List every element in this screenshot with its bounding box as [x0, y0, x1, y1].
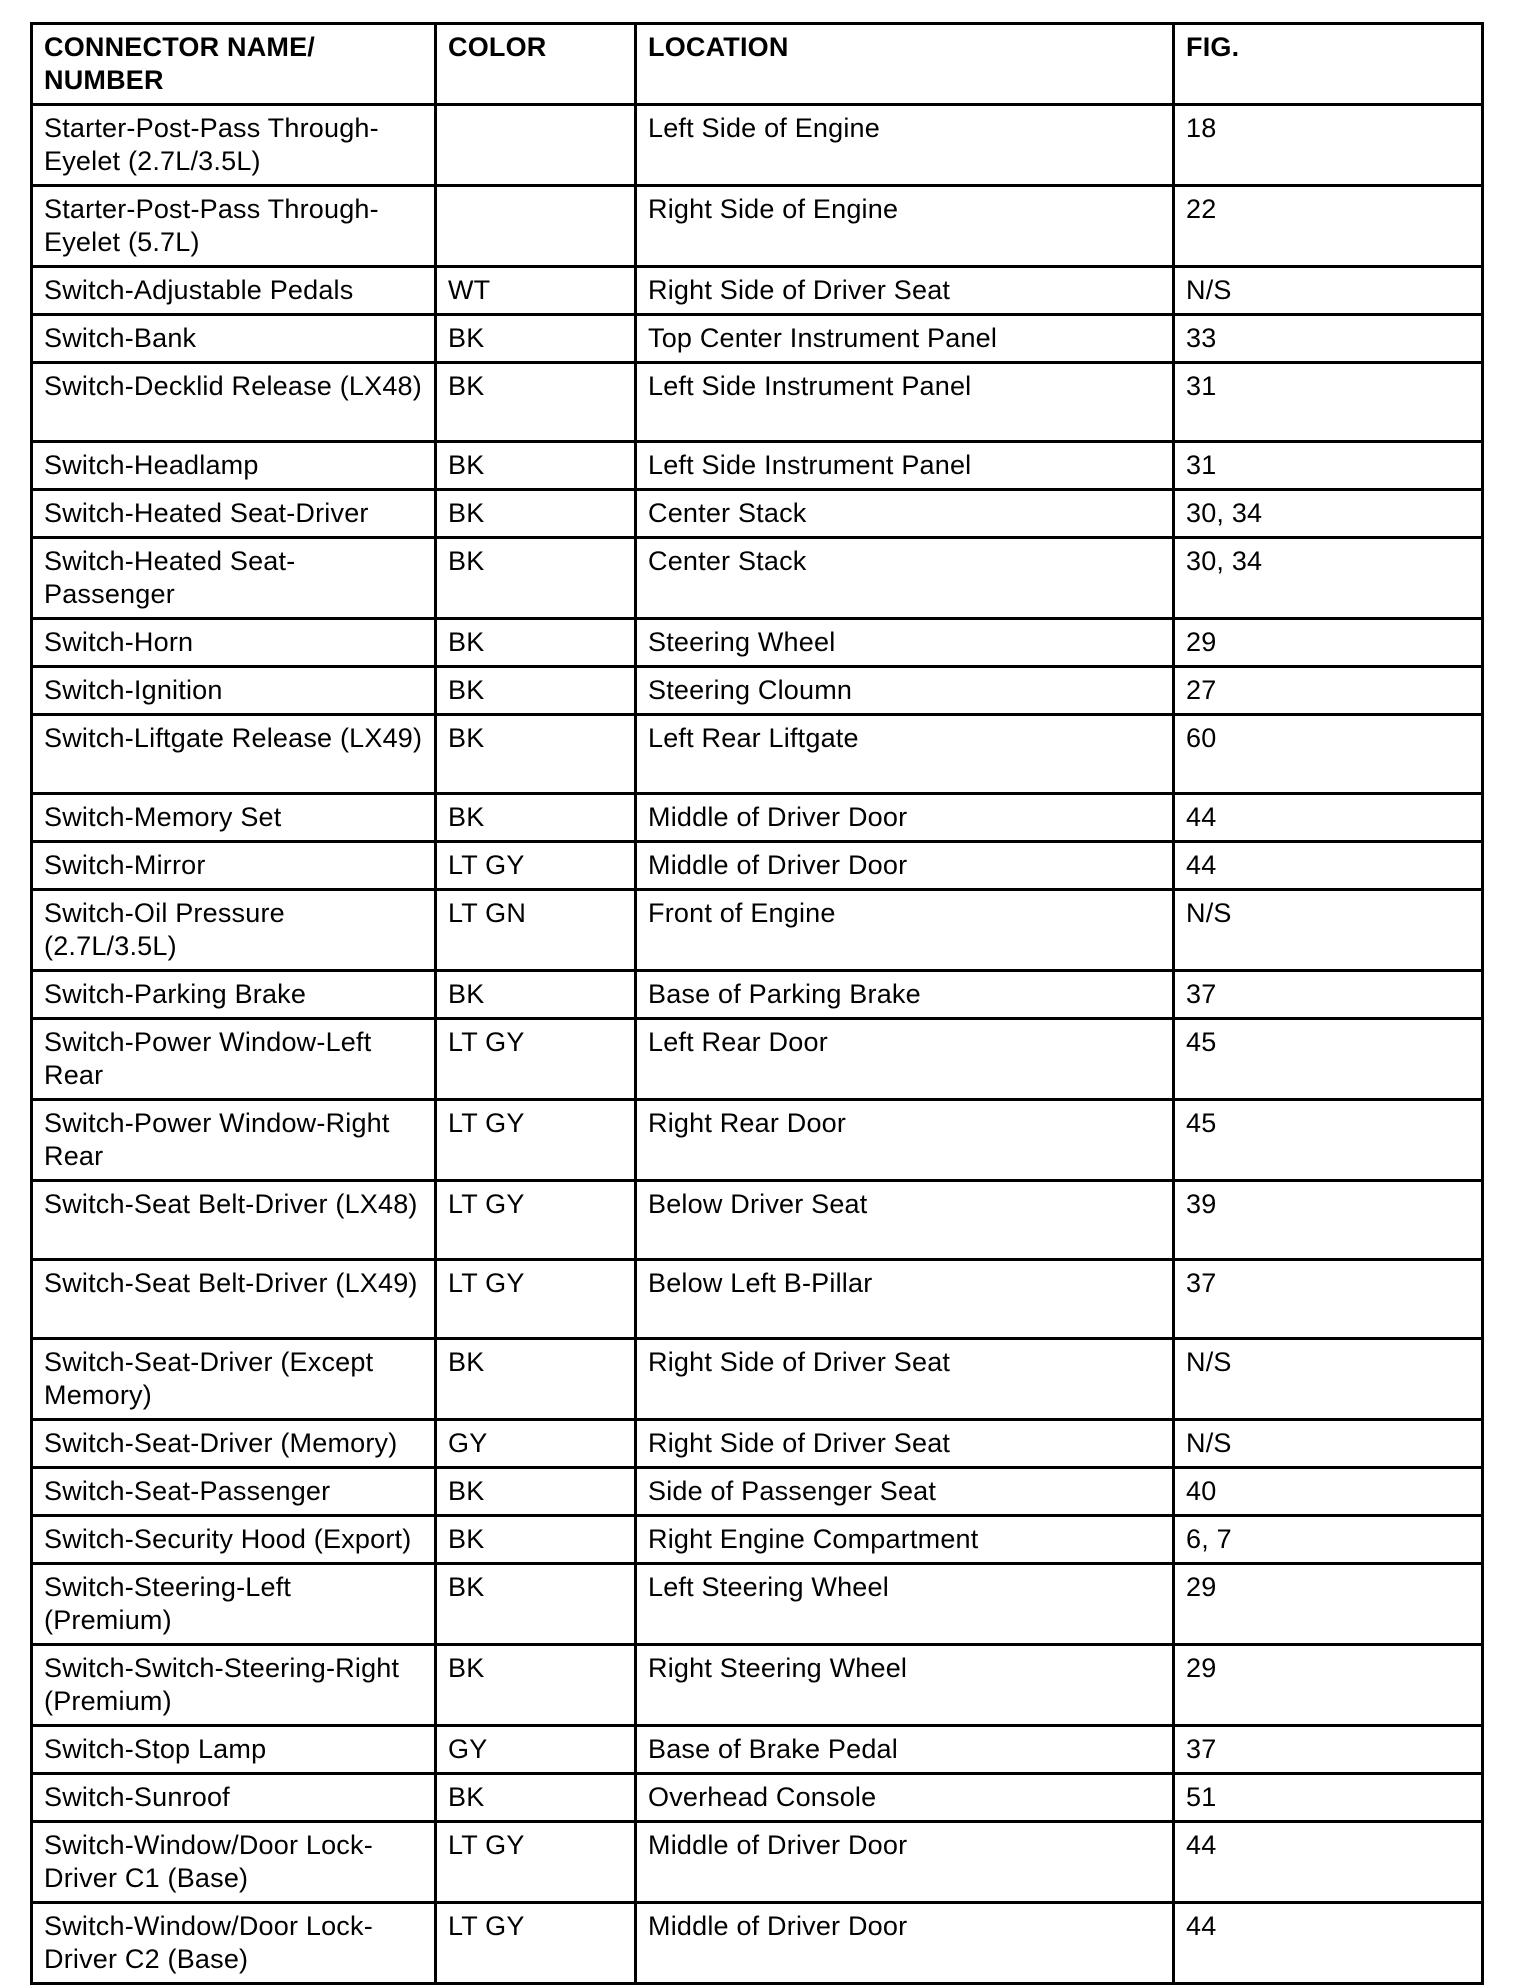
cell-location: Middle of Driver Door	[636, 794, 1174, 842]
table-body	[32, 105, 1483, 1984]
cell-location: Left Side Instrument Panel	[636, 363, 1174, 442]
cell-color	[436, 186, 636, 267]
cell-color: BK	[436, 794, 636, 842]
table-row	[32, 1181, 1483, 1260]
table-row	[32, 490, 1483, 538]
table-row	[32, 1564, 1483, 1645]
cell-color	[436, 105, 636, 186]
cell-location: Left Side Instrument Panel	[636, 442, 1174, 490]
cell-location: Center Stack	[636, 490, 1174, 538]
cell-fig: N/S	[1174, 267, 1483, 315]
cell-connector-name: Starter-Post-Pass Through-Eyelet (2.7L/3.5L)	[32, 105, 436, 186]
cell-location: Left Rear Liftgate	[636, 715, 1174, 794]
cell-color: BK	[436, 667, 636, 715]
cell-connector-name: Switch-Decklid Release (LX48)	[32, 363, 436, 442]
cell-fig: 40	[1174, 1468, 1483, 1516]
table-row	[32, 1100, 1483, 1181]
cell-location: Left Side of Engine	[636, 105, 1174, 186]
cell-color: GY	[436, 1420, 636, 1468]
cell-connector-name: Starter-Post-Pass Through-Eyelet (5.7L)	[32, 186, 436, 267]
cell-connector-name: Switch-Power Window-Right Rear	[32, 1100, 436, 1181]
table-row	[32, 794, 1483, 842]
cell-connector-name: Switch-Bank	[32, 315, 436, 363]
cell-color: BK	[436, 1339, 636, 1420]
header-connector-name-line2: NUMBER	[44, 65, 164, 95]
cell-fig: 44	[1174, 1822, 1483, 1903]
cell-location: Right Rear Door	[636, 1100, 1174, 1181]
cell-connector-name: Switch-Seat Belt-Driver (LX49)	[32, 1260, 436, 1339]
cell-fig: 37	[1174, 1260, 1483, 1339]
cell-connector-name: Switch-Ignition	[32, 667, 436, 715]
cell-fig: 33	[1174, 315, 1483, 363]
cell-fig: 29	[1174, 1645, 1483, 1726]
cell-fig: 60	[1174, 715, 1483, 794]
cell-fig: N/S	[1174, 1339, 1483, 1420]
table-row	[32, 186, 1483, 267]
cell-connector-name: Switch-Power Window-Left Rear	[32, 1019, 436, 1100]
cell-connector-name: Switch-Liftgate Release (LX49)	[32, 715, 436, 794]
cell-fig: 31	[1174, 442, 1483, 490]
cell-location: Right Engine Compartment	[636, 1516, 1174, 1564]
cell-connector-name: Switch-Seat-Driver (Memory)	[32, 1420, 436, 1468]
cell-connector-name: Switch-Headlamp	[32, 442, 436, 490]
cell-location: Top Center Instrument Panel	[636, 315, 1174, 363]
cell-connector-name: Switch-Heated Seat-Driver	[32, 490, 436, 538]
cell-connector-name: Switch-Parking Brake	[32, 971, 436, 1019]
cell-fig: N/S	[1174, 1420, 1483, 1468]
cell-fig: 30, 34	[1174, 538, 1483, 619]
cell-fig: 30, 34	[1174, 490, 1483, 538]
table-row	[32, 315, 1483, 363]
cell-color: LT GY	[436, 842, 636, 890]
cell-fig: 22	[1174, 186, 1483, 267]
cell-location: Base of Brake Pedal	[636, 1726, 1174, 1774]
cell-location: Right Side of Driver Seat	[636, 1420, 1174, 1468]
table-row	[32, 1468, 1483, 1516]
header-color: COLOR	[436, 24, 636, 105]
cell-color: LT GY	[436, 1822, 636, 1903]
table-row	[32, 1774, 1483, 1822]
table-row	[32, 715, 1483, 794]
cell-fig: 6, 7	[1174, 1516, 1483, 1564]
table-row	[32, 538, 1483, 619]
cell-color: BK	[436, 1774, 636, 1822]
table-row	[32, 842, 1483, 890]
cell-color: LT GN	[436, 890, 636, 971]
cell-color: LT GY	[436, 1181, 636, 1260]
table-row	[32, 890, 1483, 971]
table-row	[32, 1420, 1483, 1468]
table-row	[32, 1726, 1483, 1774]
cell-location: Left Steering Wheel	[636, 1564, 1174, 1645]
cell-location: Middle of Driver Door	[636, 1822, 1174, 1903]
cell-fig: 45	[1174, 1100, 1483, 1181]
table-row	[32, 1339, 1483, 1420]
cell-fig: 18	[1174, 105, 1483, 186]
cell-connector-name: Switch-Heated Seat-Passenger	[32, 538, 436, 619]
cell-fig: 44	[1174, 794, 1483, 842]
cell-color: BK	[436, 490, 636, 538]
cell-connector-name: Switch-Stop Lamp	[32, 1726, 436, 1774]
table-row	[32, 619, 1483, 667]
table-row	[32, 1645, 1483, 1726]
cell-location: Side of Passenger Seat	[636, 1468, 1174, 1516]
cell-color: WT	[436, 267, 636, 315]
cell-connector-name: Switch-Horn	[32, 619, 436, 667]
cell-color: BK	[436, 363, 636, 442]
cell-color: BK	[436, 442, 636, 490]
cell-color: GY	[436, 1726, 636, 1774]
cell-fig: 29	[1174, 619, 1483, 667]
cell-connector-name: Switch-Seat-Driver (Except Memory)	[32, 1339, 436, 1420]
cell-location: Right Steering Wheel	[636, 1645, 1174, 1726]
cell-color: LT GY	[436, 1100, 636, 1181]
header-location: LOCATION	[636, 24, 1174, 105]
cell-color: BK	[436, 1516, 636, 1564]
cell-connector-name: Switch-Oil Pressure (2.7L/3.5L)	[32, 890, 436, 971]
table-row	[32, 1903, 1483, 1984]
cell-location: Right Side of Driver Seat	[636, 267, 1174, 315]
cell-fig: 29	[1174, 1564, 1483, 1645]
connector-table	[30, 22, 1484, 1985]
cell-color: LT GY	[436, 1903, 636, 1984]
cell-fig: 51	[1174, 1774, 1483, 1822]
cell-location: Right Side of Engine	[636, 186, 1174, 267]
header-fig: FIG.	[1174, 24, 1483, 105]
table-row	[32, 442, 1483, 490]
cell-connector-name: Switch-Adjustable Pedals	[32, 267, 436, 315]
table-header-row	[32, 24, 1483, 105]
cell-location: Front of Engine	[636, 890, 1174, 971]
cell-color: BK	[436, 1645, 636, 1726]
cell-location: Center Stack	[636, 538, 1174, 619]
cell-location: Below Left B-Pillar	[636, 1260, 1174, 1339]
cell-connector-name: Switch-Seat Belt-Driver (LX48)	[32, 1181, 436, 1260]
cell-color: LT GY	[436, 1019, 636, 1100]
cell-color: BK	[436, 619, 636, 667]
cell-connector-name: Switch-Mirror	[32, 842, 436, 890]
header-connector-name	[32, 24, 436, 105]
cell-location: Left Rear Door	[636, 1019, 1174, 1100]
cell-color: BK	[436, 715, 636, 794]
cell-location: Steering Wheel	[636, 619, 1174, 667]
cell-location: Middle of Driver Door	[636, 1903, 1174, 1984]
table-row	[32, 1260, 1483, 1339]
cell-location: Below Driver Seat	[636, 1181, 1174, 1260]
cell-connector-name: Switch-Security Hood (Export)	[32, 1516, 436, 1564]
cell-connector-name: Switch-Memory Set	[32, 794, 436, 842]
cell-fig: 37	[1174, 1726, 1483, 1774]
cell-fig: 44	[1174, 1903, 1483, 1984]
table-row	[32, 1516, 1483, 1564]
cell-fig: N/S	[1174, 890, 1483, 971]
table-row	[32, 1822, 1483, 1903]
cell-fig: 31	[1174, 363, 1483, 442]
cell-location: Base of Parking Brake	[636, 971, 1174, 1019]
table-row	[32, 267, 1483, 315]
cell-connector-name: Switch-Seat-Passenger	[32, 1468, 436, 1516]
cell-color: BK	[436, 1564, 636, 1645]
table-row	[32, 667, 1483, 715]
cell-fig: 37	[1174, 971, 1483, 1019]
cell-fig: 39	[1174, 1181, 1483, 1260]
cell-color: LT GY	[436, 1260, 636, 1339]
cell-location: Steering Cloumn	[636, 667, 1174, 715]
cell-connector-name: Switch-Switch-Steering-Right (Premium)	[32, 1645, 436, 1726]
table-row	[32, 1019, 1483, 1100]
cell-connector-name: Switch-Window/Door Lock-Driver C1 (Base)	[32, 1822, 436, 1903]
cell-location: Right Side of Driver Seat	[636, 1339, 1174, 1420]
cell-connector-name: Switch-Sunroof	[32, 1774, 436, 1822]
cell-connector-name: Switch-Window/Door Lock-Driver C2 (Base)	[32, 1903, 436, 1984]
cell-color: BK	[436, 1468, 636, 1516]
table-row	[32, 363, 1483, 442]
cell-connector-name: Switch-Steering-Left (Premium)	[32, 1564, 436, 1645]
table-row	[32, 105, 1483, 186]
cell-location: Overhead Console	[636, 1774, 1174, 1822]
cell-fig: 27	[1174, 667, 1483, 715]
table-row	[32, 971, 1483, 1019]
cell-color: BK	[436, 315, 636, 363]
cell-fig: 44	[1174, 842, 1483, 890]
cell-fig: 45	[1174, 1019, 1483, 1100]
header-connector-name-line1: CONNECTOR NAME/	[44, 32, 316, 62]
cell-location: Middle of Driver Door	[636, 842, 1174, 890]
cell-color: BK	[436, 971, 636, 1019]
cell-color: BK	[436, 538, 636, 619]
